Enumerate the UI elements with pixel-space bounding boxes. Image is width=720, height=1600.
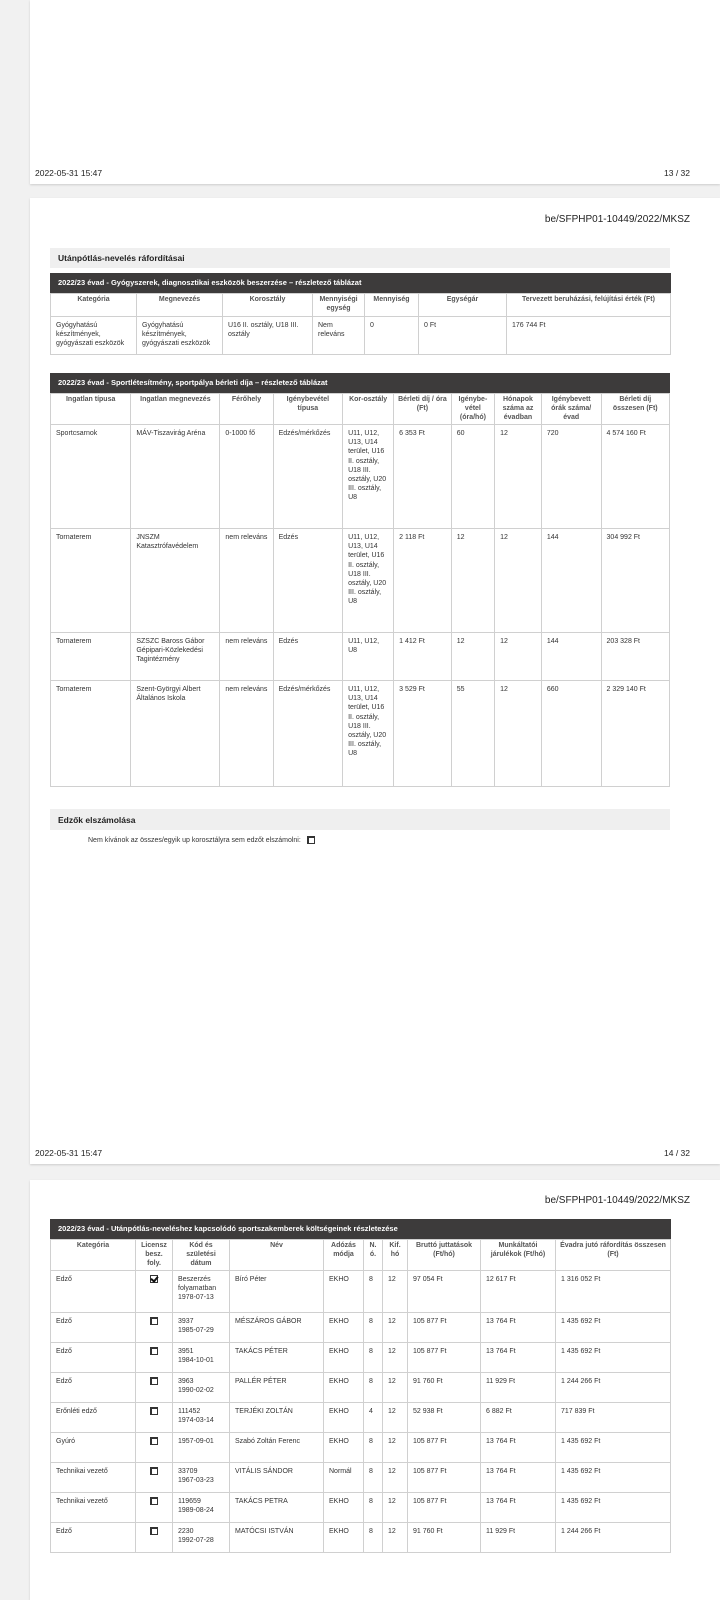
table-cell: 12	[495, 425, 542, 529]
page-13	[30, 0, 720, 184]
staff-costs-table	[50, 1219, 671, 1553]
table-row	[51, 1463, 671, 1493]
table-cell: Gyúró	[51, 1433, 136, 1463]
birth-date: 1974-03-14	[178, 1417, 214, 1425]
table-cell: Sportcsarnok	[51, 425, 131, 529]
birth-date: 1967-03-23	[178, 1477, 214, 1485]
license-checkbox[interactable]	[150, 1527, 158, 1535]
table-cell: TAKÁCS PÉTER	[230, 1343, 324, 1373]
table-cell: 91 760 Ft	[408, 1373, 481, 1403]
code: 33709	[178, 1468, 198, 1476]
license-cell	[136, 1493, 173, 1523]
license-checkbox[interactable]	[150, 1497, 158, 1505]
table-row	[51, 1313, 671, 1343]
column-header: Adózás módja	[324, 1240, 364, 1271]
table-cell: 13 764 Ft	[481, 1493, 556, 1523]
table-cell: Edzés/mérkőzés	[273, 425, 343, 529]
column-header: Hónapok száma az évadban	[495, 394, 542, 425]
table-row	[51, 1493, 671, 1523]
table-cell: TAKÁCS PETRA	[230, 1493, 324, 1523]
facility-rent-table	[50, 373, 670, 787]
document-id: be/SFPHP01-10449/2022/MKSZ	[544, 214, 690, 225]
table-cell: 8	[364, 1271, 383, 1313]
table-cell: 1 435 692 Ft	[556, 1463, 671, 1493]
table-cell: 55	[451, 681, 494, 787]
table-cell: EKHO	[324, 1523, 364, 1553]
code-and-birthdate-cell	[173, 1313, 230, 1343]
column-header: Igénybevétel típusa	[273, 394, 343, 425]
table-caption: 2022/23 évad - Utánpótlás-neveléshez kapcsolódó sportszakemberek költségeinek részletezése	[50, 1219, 671, 1239]
table-cell: Edzés	[273, 633, 343, 681]
license-checkbox[interactable]	[150, 1275, 158, 1283]
column-header: Bérleti díj összesen (Ft)	[601, 394, 669, 425]
column-header: Név	[230, 1240, 324, 1271]
table-cell: 6 353 Ft	[394, 425, 452, 529]
table-cell: 203 328 Ft	[601, 633, 669, 681]
section-title: Utánpótlás-nevelés ráfordításai	[50, 248, 670, 268]
table-cell: U11, U12, U13, U14 terület, U16 II. osztály, U18 III. osztály, U20 III. osztály, U8	[343, 529, 394, 633]
table-cell: Tornaterem	[51, 529, 131, 633]
column-header: Mennyiségi egység	[313, 294, 365, 317]
document-id: be/SFPHP01-10449/2022/MKSZ	[544, 1195, 690, 1206]
column-header: Férőhely	[220, 394, 273, 425]
table-cell: JNSZM Katasztrófavédelem	[131, 529, 220, 633]
table-cell: 12	[383, 1433, 408, 1463]
column-header: Licensz besz. foly.	[136, 1240, 173, 1271]
birth-date: 1957-09-01	[178, 1438, 214, 1446]
table-cell: SZSZC Baross Gábor Gépipari-Közlekedési Tagintézmény	[131, 633, 220, 681]
table-caption: 2022/23 évad - Sportlétesítmény, sportpálya bérleti díja – részletező táblázat	[50, 373, 670, 393]
no-coaches-checkbox[interactable]	[307, 836, 315, 844]
license-cell	[136, 1523, 173, 1553]
table-row	[51, 425, 670, 529]
table-row	[51, 1403, 671, 1433]
code: 3963	[178, 1378, 194, 1386]
table-cell: PALLÉR PÉTER	[230, 1373, 324, 1403]
footer-page-number: 14 / 32	[664, 1148, 690, 1158]
table-cell: U11, U12, U13, U14 terület, U16 II. osztály, U18 III. osztály, U20 III. osztály, U8	[343, 681, 394, 787]
column-header: Bérleti díj / óra (Ft)	[394, 394, 452, 425]
no-coaches-option	[88, 836, 315, 844]
table-cell: 8	[364, 1493, 383, 1523]
license-checkbox[interactable]	[150, 1317, 158, 1325]
table-cell: 105 877 Ft	[408, 1463, 481, 1493]
coaches-section-title: Edzők elszámolása	[50, 809, 670, 830]
column-header: Ingatlan típusa	[51, 394, 131, 425]
column-header: Évadra jutó ráfordítás összesen (Ft)	[556, 1240, 671, 1271]
table-cell: 8	[364, 1523, 383, 1553]
column-header: Kód és születési dátum	[173, 1240, 230, 1271]
table-cell: 717 839 Ft	[556, 1403, 671, 1433]
table-cell: 105 877 Ft	[408, 1313, 481, 1343]
table-cell: Tornaterem	[51, 681, 131, 787]
table-cell: 97 054 Ft	[408, 1271, 481, 1313]
table-cell: EKHO	[324, 1343, 364, 1373]
table-cell: 105 877 Ft	[408, 1433, 481, 1463]
table-cell: 4	[364, 1403, 383, 1433]
table-cell: 8	[364, 1313, 383, 1343]
table-caption: 2022/23 évad - Gyógyszerek, diagnosztikai eszközök beszerzése – részletező táblázat	[50, 273, 671, 293]
table-cell: 8	[364, 1433, 383, 1463]
license-checkbox[interactable]	[150, 1437, 158, 1445]
table-cell: 12	[383, 1373, 408, 1403]
code-and-birthdate-cell	[173, 1493, 230, 1523]
table-cell: 12	[495, 681, 542, 787]
table-cell: nem releváns	[220, 681, 273, 787]
table-row	[51, 1271, 671, 1313]
table-cell: 1 316 052 Ft	[556, 1271, 671, 1313]
table-cell: 60	[451, 425, 494, 529]
license-cell	[136, 1271, 173, 1313]
table-cell: 2 118 Ft	[394, 529, 452, 633]
table-cell: Edző	[51, 1313, 136, 1343]
table-cell: 12	[383, 1403, 408, 1433]
code: Beszerzés folyamatban	[178, 1276, 217, 1293]
table-cell: Szent-Györgyi Albert Általános Iskola	[131, 681, 220, 787]
table-cell: EKHO	[324, 1493, 364, 1523]
table-cell: 720	[541, 425, 601, 529]
table-cell: 12	[495, 529, 542, 633]
table-cell: 12	[383, 1271, 408, 1313]
table-cell: Edzés	[273, 529, 343, 633]
license-checkbox[interactable]	[150, 1347, 158, 1355]
table-cell: 105 877 Ft	[408, 1493, 481, 1523]
column-header: Bruttó juttatások (Ft/hó)	[408, 1240, 481, 1271]
code: 111452	[178, 1408, 201, 1416]
code-and-birthdate-cell	[173, 1523, 230, 1553]
license-cell	[136, 1343, 173, 1373]
table-cell: 0	[365, 316, 419, 354]
table-cell: 1 435 692 Ft	[556, 1433, 671, 1463]
table-cell: EKHO	[324, 1433, 364, 1463]
column-header: Kor-osztály	[343, 394, 394, 425]
table-row	[51, 1343, 671, 1373]
table-cell: 0 Ft	[419, 316, 507, 354]
license-cell	[136, 1403, 173, 1433]
table-cell: Gyógyhatású készítmények, gyógyászati eszközök	[51, 316, 137, 354]
column-header: Egységár	[419, 294, 507, 317]
column-header: Kif. hó	[383, 1240, 408, 1271]
birth-date: 1984-10-01	[178, 1357, 214, 1365]
table-cell: 11 929 Ft	[481, 1373, 556, 1403]
code: 119659	[178, 1498, 201, 1506]
code: 2230	[178, 1528, 194, 1536]
column-header: Tervezett beruházási, felújítási érték (Ft)	[507, 294, 671, 317]
table-cell: 12	[451, 633, 494, 681]
table-cell: 8	[364, 1343, 383, 1373]
table-cell: EKHO	[324, 1271, 364, 1313]
table-cell: Nem releváns	[313, 316, 365, 354]
table-cell: 2 329 140 Ft	[601, 681, 669, 787]
footer-date: 2022-05-31 15:47	[35, 1148, 103, 1158]
table-cell: 144	[541, 633, 601, 681]
code-and-birthdate-cell	[173, 1463, 230, 1493]
table-cell: 12	[495, 633, 542, 681]
table-cell: 13 764 Ft	[481, 1313, 556, 1343]
table-cell: 13 764 Ft	[481, 1463, 556, 1493]
code-and-birthdate-cell	[173, 1433, 230, 1463]
column-header: Korosztály	[223, 294, 313, 317]
table-cell: Edző	[51, 1271, 136, 1313]
table-cell: 12 617 Ft	[481, 1271, 556, 1313]
table-cell: 12	[383, 1343, 408, 1373]
table-cell: 12	[383, 1463, 408, 1493]
table-cell: Edző	[51, 1523, 136, 1553]
table-cell: U16 II. osztály, U18 III. osztály	[223, 316, 313, 354]
code-and-birthdate-cell	[173, 1403, 230, 1433]
license-cell	[136, 1433, 173, 1463]
code: 3951	[178, 1348, 194, 1356]
table-cell: 0-1000 fő	[220, 425, 273, 529]
table-cell: Tornaterem	[51, 633, 131, 681]
table-cell: EKHO	[324, 1313, 364, 1343]
table-cell: 1 435 692 Ft	[556, 1493, 671, 1523]
table-cell: 12	[383, 1313, 408, 1343]
table-cell: 3 529 Ft	[394, 681, 452, 787]
table-row	[51, 1523, 671, 1553]
medical-supplies-table	[50, 273, 671, 355]
license-cell	[136, 1373, 173, 1403]
table-row	[51, 529, 670, 633]
table-row	[51, 1373, 671, 1403]
table-cell: 11 929 Ft	[481, 1523, 556, 1553]
license-checkbox[interactable]	[150, 1407, 158, 1415]
table-cell: 6 882 Ft	[481, 1403, 556, 1433]
license-cell	[136, 1313, 173, 1343]
table-cell: U11, U12, U13, U14 terület, U16 II. osztály, U18 III. osztály, U20 III. osztály, U8	[343, 425, 394, 529]
table-cell: 52 938 Ft	[408, 1403, 481, 1433]
table-cell: 304 992 Ft	[601, 529, 669, 633]
table-cell: 8	[364, 1373, 383, 1403]
table-cell: 1 244 266 Ft	[556, 1373, 671, 1403]
table-cell: EKHO	[324, 1373, 364, 1403]
table-cell: 1 244 266 Ft	[556, 1523, 671, 1553]
column-header: Kategória	[51, 294, 137, 317]
birth-date: 1990-02-02	[178, 1387, 214, 1395]
page-14-footer	[35, 1148, 690, 1158]
table-cell: 12	[383, 1523, 408, 1553]
column-header: Megnevezés	[137, 294, 223, 317]
birth-date: 1985-07-29	[178, 1327, 214, 1335]
table-cell: Edzés/mérkőzés	[273, 681, 343, 787]
table-row	[51, 681, 670, 787]
column-header: N. ó.	[364, 1240, 383, 1271]
table-cell: Gyógyhatású készítmények, gyógyászati eszközök	[137, 316, 223, 354]
table-cell: 1 435 692 Ft	[556, 1343, 671, 1373]
table-cell: 144	[541, 529, 601, 633]
table-cell: TERJÉKI ZOLTÁN	[230, 1403, 324, 1433]
column-header: Ingatlan megnevezés	[131, 394, 220, 425]
table-cell: 1 412 Ft	[394, 633, 452, 681]
license-cell	[136, 1463, 173, 1493]
column-header: Mennyiség	[365, 294, 419, 317]
table-cell: EKHO	[324, 1403, 364, 1433]
table-cell: MÁV-Tiszavirág Aréna	[131, 425, 220, 529]
footer-date: 2022-05-31 15:47	[35, 168, 103, 178]
table-cell: Bíró Péter	[230, 1271, 324, 1313]
table-cell: 8	[364, 1463, 383, 1493]
no-coaches-label: Nem kívánok az összes/egyik up korosztályra sem edzőt elszámolni:	[88, 836, 301, 844]
table-cell: 660	[541, 681, 601, 787]
table-cell: nem releváns	[220, 529, 273, 633]
table-cell: Szabó Zoltán Ferenc	[230, 1433, 324, 1463]
table-cell: 1 435 692 Ft	[556, 1313, 671, 1343]
table-cell: Technikai vezető	[51, 1463, 136, 1493]
table-cell: 13 764 Ft	[481, 1433, 556, 1463]
table-cell: 13 764 Ft	[481, 1343, 556, 1373]
table-cell: Edző	[51, 1373, 136, 1403]
table-cell: 105 877 Ft	[408, 1343, 481, 1373]
table-cell: Erőnléti edző	[51, 1403, 136, 1433]
code: 3937	[178, 1318, 194, 1326]
table-row	[51, 1433, 671, 1463]
table-row	[51, 316, 671, 354]
birth-date: 1992-07-28	[178, 1537, 214, 1545]
table-cell: U11, U12, U8	[343, 633, 394, 681]
birth-date: 1978-07-13	[178, 1294, 214, 1302]
license-checkbox[interactable]	[150, 1377, 158, 1385]
code-and-birthdate-cell	[173, 1271, 230, 1313]
birth-date: 1989-08-24	[178, 1507, 214, 1515]
table-cell: Normál	[324, 1463, 364, 1493]
table-cell: MATÓCSI ISTVÁN	[230, 1523, 324, 1553]
code-and-birthdate-cell	[173, 1343, 230, 1373]
column-header: Igénybe-vétel (óra/hó)	[451, 394, 494, 425]
table-cell: 12	[451, 529, 494, 633]
table-cell: 12	[383, 1493, 408, 1523]
table-cell: MÉSZÁROS GÁBOR	[230, 1313, 324, 1343]
table-cell: VITÁLIS SÁNDOR	[230, 1463, 324, 1493]
page-13-footer	[35, 168, 690, 178]
table-cell: 176 744 Ft	[507, 316, 671, 354]
table-cell: nem releváns	[220, 633, 273, 681]
column-header: Igénybevett órák száma/évad	[541, 394, 601, 425]
table-cell: Edző	[51, 1343, 136, 1373]
license-checkbox[interactable]	[150, 1467, 158, 1475]
table-cell: 91 760 Ft	[408, 1523, 481, 1553]
table-cell: 4 574 160 Ft	[601, 425, 669, 529]
column-header: Munkáltatói járulékok (Ft/hó)	[481, 1240, 556, 1271]
code-and-birthdate-cell	[173, 1373, 230, 1403]
column-header: Kategória	[51, 1240, 136, 1271]
table-row	[51, 633, 670, 681]
footer-page-number: 13 / 32	[664, 168, 690, 178]
table-cell: Technikai vezető	[51, 1493, 136, 1523]
